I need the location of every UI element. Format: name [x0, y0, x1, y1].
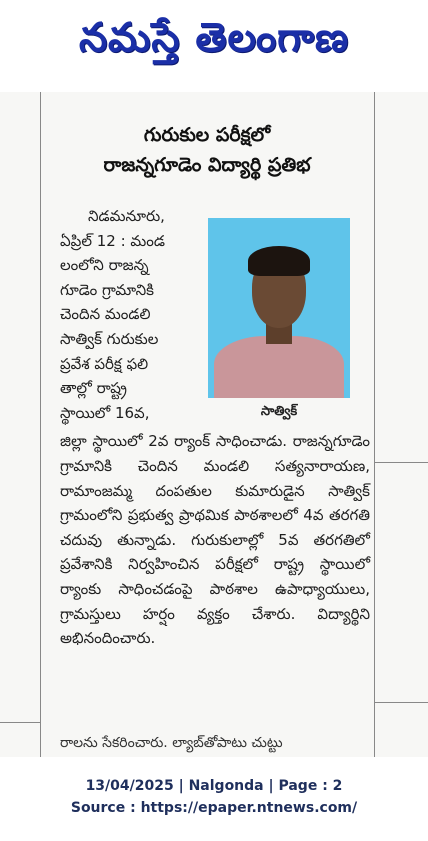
- right-column-rule-2: [374, 702, 428, 703]
- body-line: ప్రవేశ పరీక్ష ఫలి: [60, 354, 149, 373]
- left-column-rule: [0, 722, 40, 723]
- article-body: [60, 204, 370, 651]
- body-line: ఏప్రిల్ 12 : మండ: [60, 231, 165, 250]
- photo-caption: సాత్విక్: [260, 404, 298, 419]
- body-line: తాల్లో రాష్ట్ర: [60, 379, 127, 398]
- source-footer: [0, 775, 428, 819]
- masthead: [0, 0, 428, 86]
- body-line: లంలోని రాజన్న: [60, 256, 149, 275]
- body-line: సాత్విక్ గురుకుల: [60, 329, 159, 348]
- column-divider-left: [40, 92, 41, 757]
- next-article-fragment: రాలను సేకరించారు. ల్యాబ్‌తోపాటు చుట్టు: [60, 735, 283, 751]
- footer-source-link[interactable]: Source : https://epaper.ntnews.com/: [70, 800, 358, 816]
- right-column-rule: [374, 462, 428, 463]
- footer-date-edition: 13/04/2025 | Nalgonda | Page : 2: [85, 778, 343, 794]
- body-paragraph: జిల్లా స్థాయిలో 2వ ర్యాంక్ సాధించాడు. రాజన్నగూడెం గ్రామానికి చెందిన మండలి సత్యనారాయణ, రామాంజమ్మ దంపతుల కుమారుడైన సాత్విక్ గ్రామంలోని ప్రభుత్వ ప్రాథమిక పాఠశాలలో 4వ తరగతి చదువు తున్నాడు. గురుకులాల్లో 5వ తరగతిలో ప్రవేశానికి నిర్వహించిన పరీక్షలో రాష్ట్ర స్థాయిలో ర్యాంకు సాధించడంపై పాఠశాల ఉపాధ్యాయులు, గ్రామస్తులు హర్షం వ్యక్తం చేశారు. విద్యార్థిని అభినందించారు.: [60, 432, 370, 648]
- masthead-title: నమస్తే తెలంగాణ: [78, 15, 350, 61]
- body-line: గూడెం గ్రామానికి: [60, 280, 154, 299]
- headline-line-1: గురుకుల పరీక్షలో: [143, 124, 271, 146]
- column-divider-right: [374, 92, 375, 757]
- body-line: చెందిన మండలి: [60, 305, 151, 324]
- dateline: నిడమనూరు,: [88, 207, 165, 225]
- body-line: స్థాయిలో 16వ,: [60, 403, 150, 422]
- headline-line-2: రాజన్నగూడెం విద్యార్థి ప్రతిభ: [103, 154, 311, 176]
- newspaper-clipping: [0, 92, 428, 757]
